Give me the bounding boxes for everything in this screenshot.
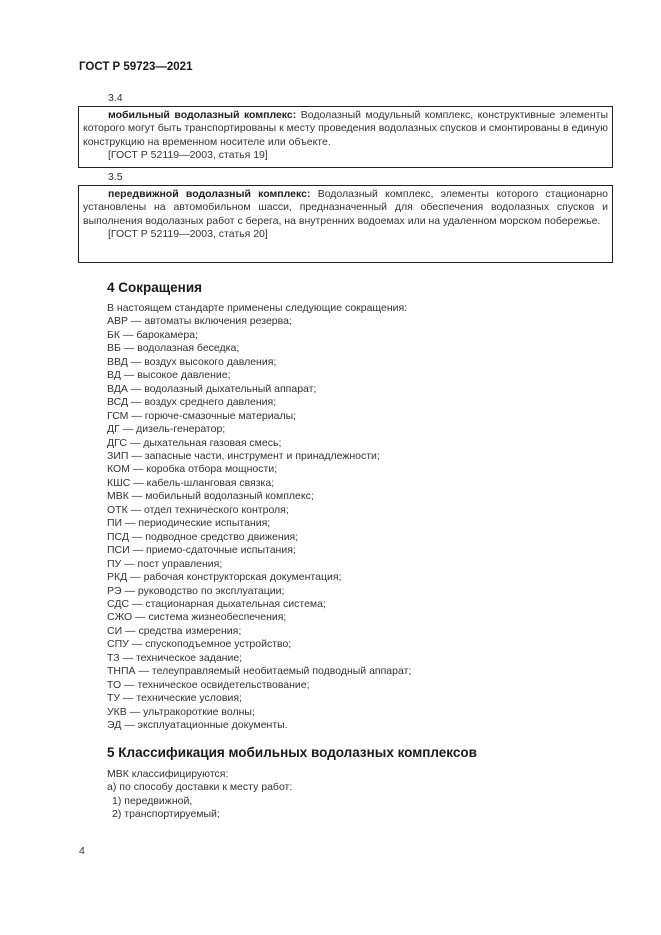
list-item: ВДА — водолазный дыхательный аппарат; (107, 382, 317, 395)
list-item: ПСД — подводное средство движения; (107, 530, 299, 543)
list-item: ВСД — воздух среднего давления; (107, 396, 277, 409)
list-item: СЖО — система жизнеобеспечения; (107, 611, 287, 624)
term-box-3-4 (78, 106, 613, 168)
term-name: передвижной водолазный комплекс: (108, 188, 311, 200)
list-item: КОМ — коробка отбора мощности; (107, 463, 278, 476)
list-item: ОТК — отдел технического контроля; (107, 503, 289, 516)
list-subitem: 2) транспортируемый; (112, 808, 220, 821)
page-number: 4 (79, 845, 85, 857)
list-item: РЭ — руководство по эксплуатации; (107, 584, 285, 597)
list-item: МВК — мобильный водолазный комплекс; (107, 490, 314, 503)
list-intro: МВК классифицируются: (107, 768, 229, 780)
term-source: [ГОСТ Р 52119—2003, статья 20] (108, 228, 268, 241)
term-source: [ГОСТ Р 52119—2003, статья 19] (108, 149, 268, 162)
abbreviations-list (107, 302, 411, 733)
list-item: УКВ — ультракороткие волны; (107, 705, 255, 718)
list-item: СДС — стационарная дыхательная система; (107, 597, 326, 610)
list-item: ПСИ — приемо-сдаточные испытания; (107, 544, 296, 557)
list-item: ТО — техническое освидетельствование; (107, 678, 310, 691)
list-item: ТУ — технические условия; (107, 692, 242, 705)
list-item: ВД — высокое давление; (107, 369, 231, 382)
term-definition (83, 109, 608, 149)
list-item: ГСМ — горюче-смазочные материалы; (107, 409, 297, 422)
term-number: 3.4 (108, 92, 123, 104)
term-name: мобильный водолазный комплекс: (108, 109, 297, 121)
list-item: КШС — кабель-шланговая связка; (107, 476, 275, 489)
list-item: БК — барокамера; (107, 328, 198, 341)
list-item: ВБ — водолазная беседка; (107, 342, 240, 355)
classification-list (107, 768, 292, 822)
list-subitem: 1) передвижной, (112, 794, 193, 807)
list-item: ЭД — эксплуатационные документы. (107, 719, 288, 732)
list-item: ЗИП — запасные части, инструмент и принадлежности; (107, 449, 380, 462)
list-intro: В настоящем стандарте применены следующие сокращения: (107, 302, 408, 314)
list-item: ДГ — дизель-генератор; (107, 423, 226, 436)
definition-text: Водолазный модульный комплекс, конструктивные элементы которого могут быть транспортированы к месту проведения водолазных спусков и смонтированы в единую конструкцию на временном носителе или объекте. (83, 109, 608, 148)
document-header: ГОСТ Р 59723—2021 (79, 61, 193, 73)
term-number: 3.5 (108, 171, 123, 183)
list-item: РКД — рабочая конструкторская документация; (107, 571, 342, 584)
list-item: ВВД — воздух высокого давления; (107, 355, 277, 368)
section-heading: 4 Сокращения (107, 280, 202, 295)
list-item: ТНПА — телеуправляемый необитаемый подводный аппарат; (107, 665, 412, 678)
term-box-3-5 (78, 185, 613, 263)
list-item: СПУ — спускоподъемное устройство; (107, 638, 292, 651)
list-item: а) по способу доставки к месту работ: (107, 781, 293, 794)
section-heading: 5 Классификация мобильных водолазных комплексов (107, 745, 477, 760)
list-item: ПИ — периодические испытания; (107, 517, 271, 530)
list-item: ДГС — дыхательная газовая смесь; (107, 436, 282, 449)
definition-text: Водолазный комплекс, элементы которого стационарно установлены на автомобильном шасси, предназначенный для обеспечения водолазных спусков и выполнения водолазных работ с берега, на внутренних водоемах или на удаленном морском побережье. (83, 188, 608, 227)
term-definition (83, 188, 608, 228)
list-item: АВР — автоматы включения резерва; (107, 315, 292, 328)
list-item: СИ — средства измерения; (107, 624, 242, 637)
list-item: ТЗ — техническое задание; (107, 651, 243, 664)
list-item: ПУ — пост управления; (107, 557, 223, 570)
